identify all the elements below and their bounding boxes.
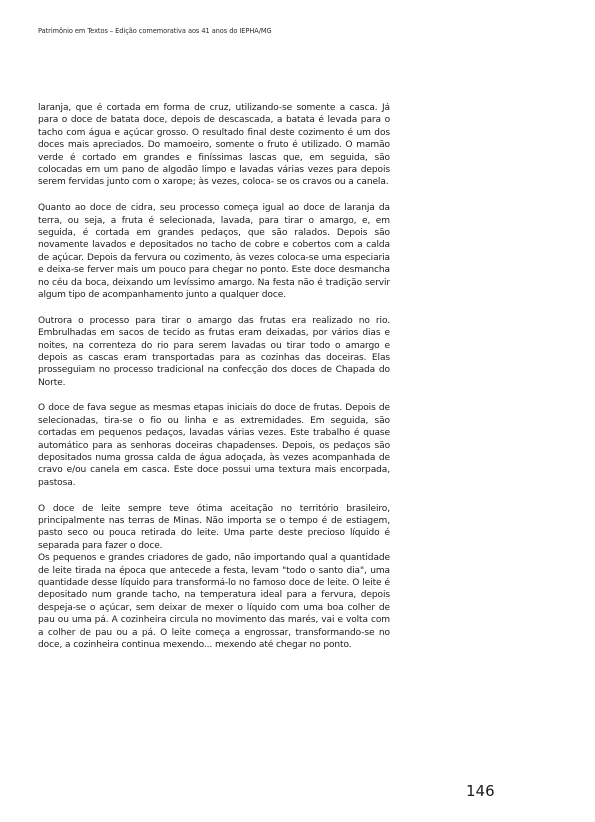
paragraph-processo-no-rio: Outrora o processo para tirar o amargo das frutas era realizado no rio. Embrulhadas em sacos de tecido as frutas eram deixadas, por vários dias e noites, na correnteza do rio para serem lavadas ou tirar todo o amargo e depois as cascas eram transportadas para as cozinhas das doceiras. Elas prosseguiam no processo tradicional na confecção dos doces de Chapada do Norte. bbox=[38, 315, 390, 388]
paragraph-doce-de-fava: O doce de fava segue as mesmas etapas iniciais do doce de frutas. Depois de selecionadas, tira-se o fio ou linha e as extremidades. Em seguida, são cortadas em pequenos pedaços, lavadas várias vezes. Este trabalho é quase automático para as senhoras doceiras chapadenses. Depois, os pedaços são depositados numa grossa calda de água adoçada, às vezes acompanhada de cravo e/ou canela em casca. Este doce possui uma textura mais encorpada, pastosa. bbox=[38, 403, 390, 488]
paragraph-doce-de-laranja-continued: laranja, que é cortada em forma de cruz, utilizando-se somente a casca. Já para o doce de batata doce, depois de descascada, a batata é levada para o tacho com água e açúcar grosso. O resultado final deste cozimento é um dos doces mais apreciados. Do mamoeiro, somente o fruto é utilizado. O mamão verde é cortado em grandes e finíssimas lascas que, em seguida, são colocadas em um pano de algodão limpo e lavadas várias vezes para depois serem fervidas junto com o xarope; às vezes, coloca- se os cravos ou a canela. bbox=[38, 103, 390, 188]
page-number: 146 bbox=[466, 782, 495, 800]
paragraph-doce-de-leite: O doce de leite sempre teve ótima aceitação no território brasileiro, principalmente nas terras de Minas. Não importa se o tempo é de estiagem, pasto seco ou pouca retirada do leite. Uma parte deste precioso líquido é separada para fazer o doce. bbox=[38, 503, 390, 551]
running-header: Patrimônio em Textos – Edição comemorativa aos 41 anos do IEPHA/MG bbox=[38, 27, 272, 35]
paragraph-doce-de-cidra: Quanto ao doce de cidra, seu processo começa igual ao doce de laranja da terra, ou seja, a fruta é selecionada, lavada, para tirar o amargo, e, em seguida, é cortada em grandes pedaços, que são ralados. Depois são novamente lavados e depositados no tacho de cobre e cobertos com a calda de açúcar. Depois da fervura ou cozimento, às vezes coloca-se uma especiaria e deixa-se ferver mais um pouco para chegar no ponto. Este doce desmancha no céu da boca, deixando um levíssimo amargo. Na festa não é tradição servir algum tipo de acompanhamento junto a qualquer doce. bbox=[38, 203, 390, 300]
paragraph-criadores-de-gado: Os pequenos e grandes criadores de gado, não importando qual a quantidade de leite tirada na época que antecede a festa, levam "todo o santo dia", uma quantidade desse líquido para transformá-lo no famoso doce de leite. O leite é depositado num grande tacho, na temperatura ideal para a fervura, depois despeja-se o açúcar, sem deixar de mexer o líquido com uma boa colher de pau ou uma pá. A cozinheira circula no movimento das marés, vai e volta com a colher de pau ou a pá. O leite começa a engrossar, transformando-se no doce, a cozinheira continua mexendo... mexendo até chegar no ponto. bbox=[38, 553, 390, 651]
body-text bbox=[38, 102, 390, 651]
